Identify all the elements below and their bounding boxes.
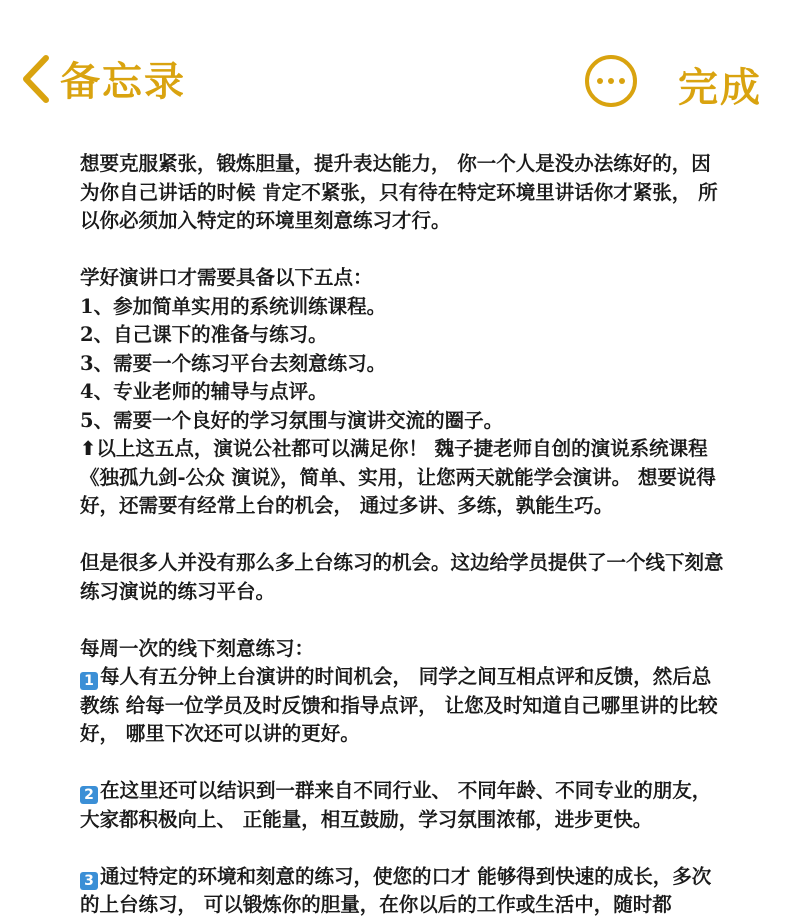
numbered-item-text: 通过特定的环境和刻意的练习，使您的口才 能够得到快速的成长，多次的上台练习， 可以锻炼你的胆量，在你以后的工作或生活中，随时都 (80, 864, 712, 916)
platform-paragraph: 但是很多人并没有那么多上台练习的机会。这边给学员提供了一个线下刻意 练习演说的练习平台。 (80, 551, 724, 603)
number-3-icon: 3 (80, 872, 98, 890)
back-button[interactable] (20, 50, 186, 107)
point-item: 4、专业老师的辅导与点评。 (80, 380, 328, 403)
point-item: 2、自己课下的准备与练习。 (80, 323, 328, 346)
spacer (80, 606, 730, 635)
spacer (80, 834, 730, 863)
more-options-button[interactable] (585, 55, 637, 107)
note-intro: 想要克服紧张，锻炼胆量，提升表达能力， 你一个人是没办法练好的，因为你自己讲话的时候 肯定不紧张，只有待在特定环境里讲话你才紧张， 所以你必须加入特定的环境里刻意练习才行。 (80, 152, 718, 232)
numbered-item (80, 663, 730, 749)
more-icon-dot (619, 78, 625, 84)
navigation-bar (0, 0, 800, 140)
point-item: 1、参加简单实用的系统训练课程。 (80, 294, 387, 318)
note-body[interactable] (80, 150, 730, 920)
summary-text: 以上这五点，演说公社都可以满足你！ 魏子捷老师自创的演说系统课程《独孤九剑-公众 演说》，简单、实用，让您两天就能学会演讲。 想要说得好，还需要有经常上台的机会， 通过多讲、多练，孰能生巧。 (80, 437, 716, 517)
numbered-item (80, 863, 730, 920)
point-item: 5、需要一个良好的学习氛围与演讲交流的圈子。 (80, 408, 504, 432)
spacer (80, 236, 730, 265)
spacer (80, 521, 730, 550)
numbered-item (80, 777, 730, 834)
point-item: 3、需要一个练习平台去刻意练习。 (80, 351, 387, 375)
arrow-up-icon: ⬆ (80, 437, 97, 460)
back-label: 备忘录 (60, 59, 186, 105)
weekly-title: 每周一次的线下刻意练习： (80, 636, 315, 660)
done-button[interactable]: 完成 (678, 65, 762, 111)
numbered-item-text: 每人有五分钟上台演讲的时间机会， 同学之间互相点评和反馈，然后总教练 给每一位学员及时反馈和指导点评， 让您及时知道自己哪里讲的比较好， 哪里下次还可以讲的更好。 (80, 665, 718, 745)
more-icon-dot (608, 78, 614, 84)
summary-paragraph (80, 435, 730, 521)
numbered-item-text: 在这里还可以结识到一群来自不同行业、 不同年龄、不同专业的朋友，大家都积极向上、 正能量，相互鼓励，学习氛围浓郁，进步更快。 (80, 779, 712, 831)
points-title: 学好演讲口才需要具备以下五点： (80, 266, 373, 289)
number-1-icon: 1 (80, 672, 98, 690)
number-2-icon: 2 (80, 786, 98, 804)
chevron-left-icon (20, 54, 52, 104)
spacer (80, 749, 730, 778)
more-icon (597, 78, 603, 84)
